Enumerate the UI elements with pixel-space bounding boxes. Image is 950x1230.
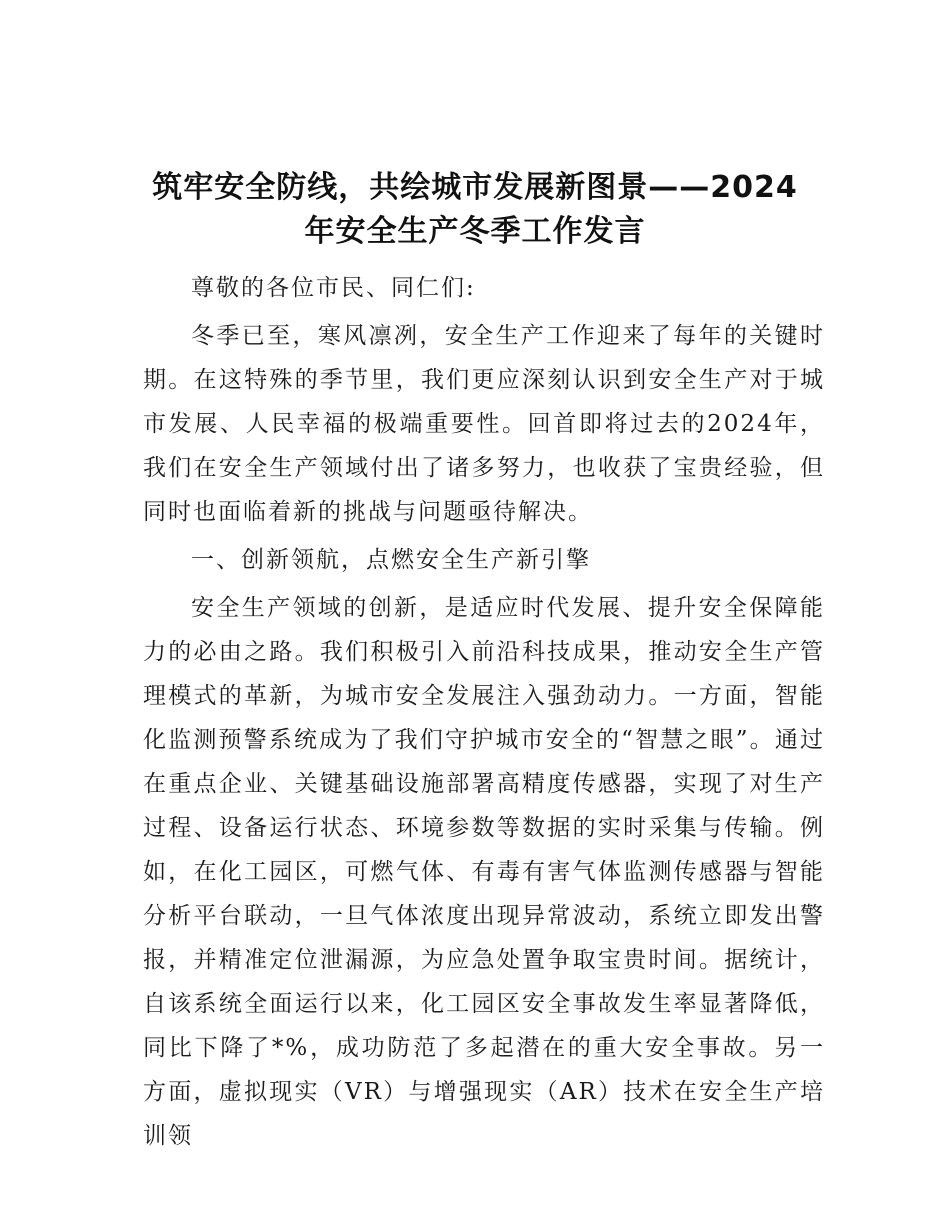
- title-line-2: 年安全生产冬季工作发言: [304, 214, 646, 249]
- document-title: [120, 166, 830, 254]
- paragraph-intro: 冬季已至，寒风凛冽，安全生产工作迎来了每年的关键时期。在这特殊的季节里，我们更应深刻认识到安全生产对于城市发展、人民幸福的极端重要性。回首即将过去的2024年，我们在安全生产领域付出了诸多努力，也收获了宝贵经验，但同时也面临着新的挑战与问题亟待解决。: [143, 323, 825, 525]
- section-heading: 一、创新领航，点燃安全生产新引擎: [191, 547, 591, 573]
- paragraph-innovation: 安全生产领域的创新，是适应时代发展、提升安全保障能力的必由之路。我们积极引入前沿科技成果，推动安全生产管理模式的革新，为城市安全发展注入强劲动力。一方面，智能化监测预警系统成为了我们守护城市安全的“智慧之眼”。通过在重点企业、关键基础设施部署高精度传感器，实现了对生产过程、设备运行状态、环境参数等数据的实时采集与传输。例如，在化工园区，可燃气体、有毒有害气体监测传感器与智能分析平台联动，一旦气体浓度出现异常波动，系统立即发出警报，并精准定位泄漏源，为应急处置争取宝贵时间。据统计，自该系统全面运行以来，化工园区安全事故发生率显著降低，同比下降了*%，成功防范了多起潜在的重大安全事故。另一方面，虚拟现实（VR）与增强现实（AR）技术在安全生产培训领: [143, 595, 825, 1149]
- salutation: 尊敬的各位市民、同仁们:: [191, 275, 476, 301]
- document-body: [143, 266, 825, 1158]
- title-line-1: 筑牢安全防线，共绘城市发展新图景——2024: [152, 170, 798, 205]
